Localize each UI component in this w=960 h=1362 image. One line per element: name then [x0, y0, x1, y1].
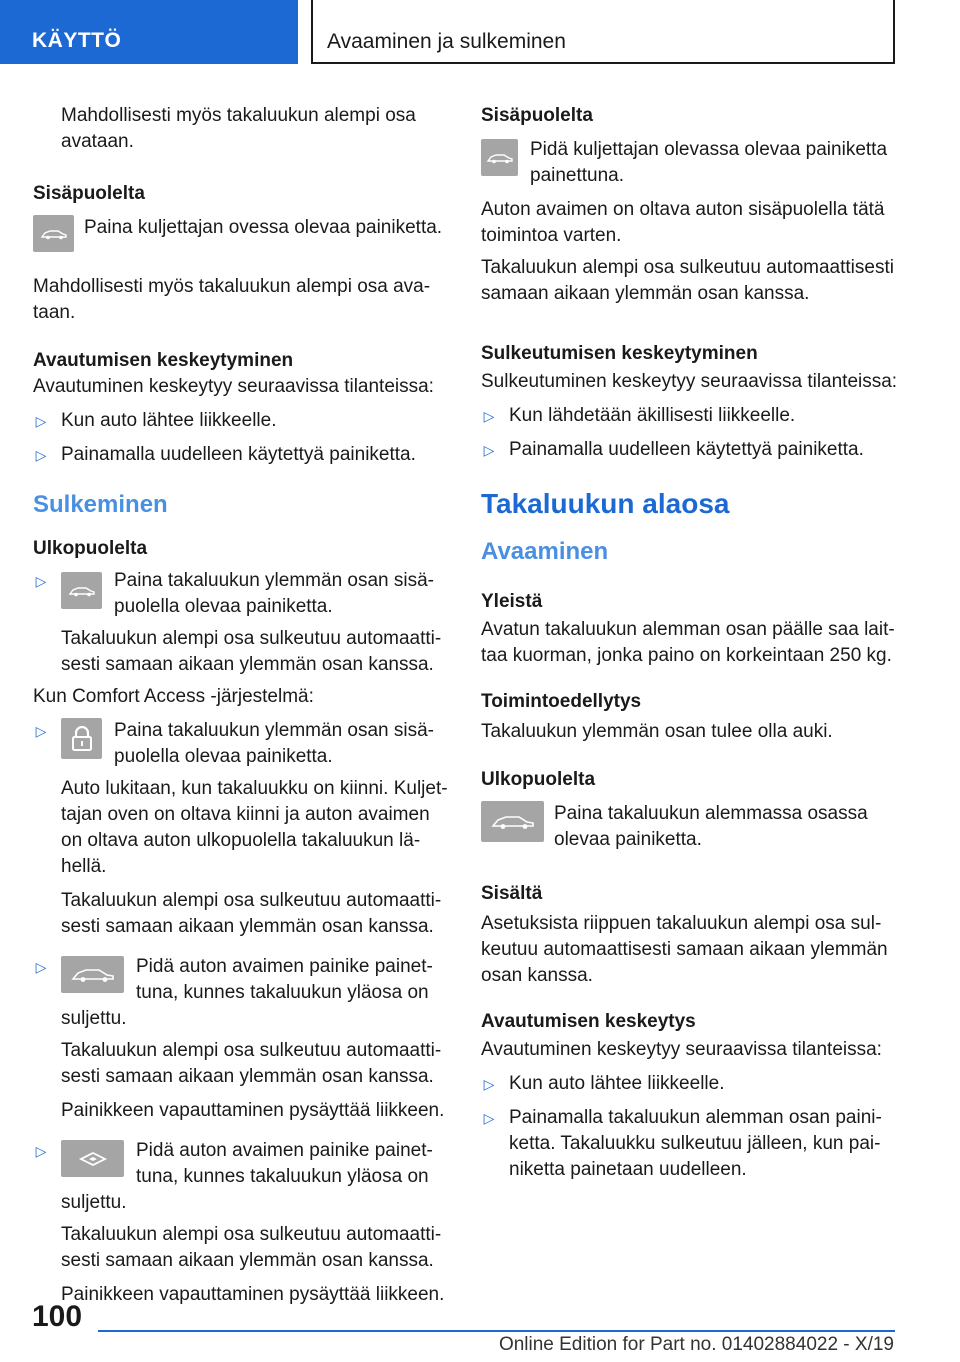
list-item: ▷ Pidä auton avaimen painike painet-tuna, kunnes takaluukun yläosa on suljettu. — [33, 1138, 449, 1216]
bullet-triangle-icon: ▷ — [483, 408, 495, 424]
heading-opening: Avaaminen — [481, 538, 609, 565]
paragraph: Auto lukitaan, kun takaluukku on kiinni. Kuljet-tajan oven on oltava kiinni ja auton avaimen on oltava auton ulkopuolella takaluukun lä-hellä. — [61, 778, 448, 877]
paragraph: Takaluukun ylemmän osan tulee olla auki. — [481, 721, 833, 742]
list-item: ▷ Painamalla uudelleen käytettyä painiketta. — [481, 437, 899, 463]
paragraph: Painikkeen vapauttaminen pysäyttää liikkeen. — [61, 1100, 445, 1121]
paragraph: Takaluukun alempi osa sulkeutuu automaatti-sesti samaan aikaan ylemmän osan kanssa. — [61, 1224, 442, 1271]
heading-outside: Ulkopuolelta — [33, 538, 148, 559]
paragraph: Avautuminen keskeytyy seuraavissa tilanteissa: — [481, 1039, 882, 1060]
lock-icon — [61, 718, 102, 759]
heading-interrupt: Avautumisen keskeytyminen — [33, 350, 294, 371]
page-number: 100 — [32, 1300, 83, 1333]
section-tab: KÄYTTÖ — [0, 0, 298, 64]
footer-divider — [98, 1330, 895, 1332]
car-side-icon — [61, 572, 102, 609]
paragraph: Kun Comfort Access -järjestelmä: — [33, 686, 314, 707]
heading-interrupt2: Avautumisen keskeytys — [481, 1011, 696, 1032]
list-item: ▷ Paina takaluukun ylemmän osan sisä-puolella olevaa painiketta. — [33, 718, 449, 770]
paragraph: Avatun takaluukun alemman osan päälle saa lait-taa kuorman, jonka paino on korkeintaan 250 kg. — [481, 619, 895, 666]
heading-closing: Sulkeminen — [33, 491, 168, 518]
car-side-icon — [33, 215, 74, 252]
list-item: ▷ Paina takaluukun ylemmän osan sisä-puolella olevaa painiketta. — [33, 568, 449, 620]
heading-inside2: Sisältä — [481, 883, 543, 904]
heading-lower-tailgate: Takaluukun alaosa — [481, 488, 730, 519]
list-item: ▷ Pidä auton avaimen painike painet-tuna, kunnes takaluukun yläosa on suljettu. — [33, 954, 449, 1032]
heading-inside: Sisäpuolelta — [481, 105, 593, 126]
car-side-icon — [481, 139, 518, 176]
heading-prerequisite: Toimintoedellytys — [481, 691, 642, 712]
paragraph: Avautuminen keskeytyy seuraavissa tilanteissa: — [33, 376, 434, 397]
list-item: ▷ Painamalla uudelleen käytettyä painiketta. — [33, 442, 449, 468]
car-side-icon — [481, 801, 544, 842]
diamond-key-icon — [61, 1140, 124, 1177]
paragraph: Asetuksista riippuen takaluukun alempi osa sul-keutuu automaattisesti samaan aikaan ylemmän osan kanssa. — [481, 913, 888, 986]
button-instruction — [33, 215, 449, 252]
paragraph: Takaluukun alempi osa sulkeutuu automaatti-sesti samaan aikaan ylemmän osan kanssa. — [61, 1040, 442, 1087]
button-instruction: Pidä kuljettajan olevassa olevaa painiketta painettuna. — [481, 137, 899, 189]
bullet-triangle-icon: ▷ — [35, 573, 47, 589]
bullet-triangle-icon: ▷ — [35, 959, 47, 975]
list-item: ▷ Painamalla takaluukun alemman osan paini-ketta. Takaluukku sulkeutuu jälleen, kun pai-niketta painetaan uudelleen. — [481, 1105, 899, 1183]
page-title: Avaaminen ja sulkeminen — [311, 0, 895, 64]
bullet-triangle-icon: ▷ — [35, 723, 47, 739]
paragraph: Mahdollisesti myös takaluukun alempi osa ava-taan. — [33, 276, 431, 323]
car-key-icon — [61, 956, 124, 993]
right-column — [481, 103, 899, 1183]
heading-outside: Ulkopuolelta — [481, 769, 596, 790]
bullet-triangle-icon: ▷ — [483, 1110, 495, 1126]
paragraph: Auton avaimen on oltava auton sisäpuolella tätä toimintoa varten. — [481, 199, 885, 246]
list-item: ▷ Kun auto lähtee liikkeelle. — [33, 408, 449, 434]
bullet-triangle-icon: ▷ — [483, 442, 495, 458]
heading-inside: Sisäpuolelta — [33, 183, 145, 204]
footer-edition: Online Edition for Part no. 01402884022 - X/19 — [498, 1334, 894, 1355]
list-item: ▷ Kun lähdetään äkillisesti liikkeelle. — [481, 403, 899, 429]
heading-interrupt: Sulkeutumisen keskeytyminen — [481, 343, 758, 364]
paragraph: Mahdollisesti myös takaluukun alempi osa avataan. — [61, 105, 416, 152]
button-instruction: Paina takaluukun alemmassa osassa olevaa painiketta. — [481, 801, 899, 853]
bullet-triangle-icon: ▷ — [483, 1076, 495, 1092]
bullet-triangle-icon: ▷ — [35, 447, 47, 463]
list-item: ▷ Kun auto lähtee liikkeelle. — [481, 1071, 899, 1097]
left-column — [33, 103, 449, 1308]
paragraph: Takaluukun alempi osa sulkeutuu automaattisesti samaan aikaan ylemmän osan kanssa. — [481, 257, 894, 304]
paragraph: Takaluukun alempi osa sulkeutuu automaatti-sesti samaan aikaan ylemmän osan kanssa. — [61, 890, 442, 937]
instruction-text: Paina kuljettajan ovessa olevaa painiketta. — [84, 217, 443, 238]
heading-general: Yleistä — [481, 591, 543, 612]
bullet-triangle-icon: ▷ — [35, 413, 47, 429]
paragraph: Painikkeen vapauttaminen pysäyttää liikkeen. — [61, 1284, 445, 1305]
bullet-triangle-icon: ▷ — [35, 1143, 47, 1159]
paragraph: Sulkeutuminen keskeytyy seuraavissa tilanteissa: — [481, 371, 898, 392]
paragraph: Takaluukun alempi osa sulkeutuu automaatti-sesti samaan aikaan ylemmän osan kanssa. — [61, 628, 442, 675]
